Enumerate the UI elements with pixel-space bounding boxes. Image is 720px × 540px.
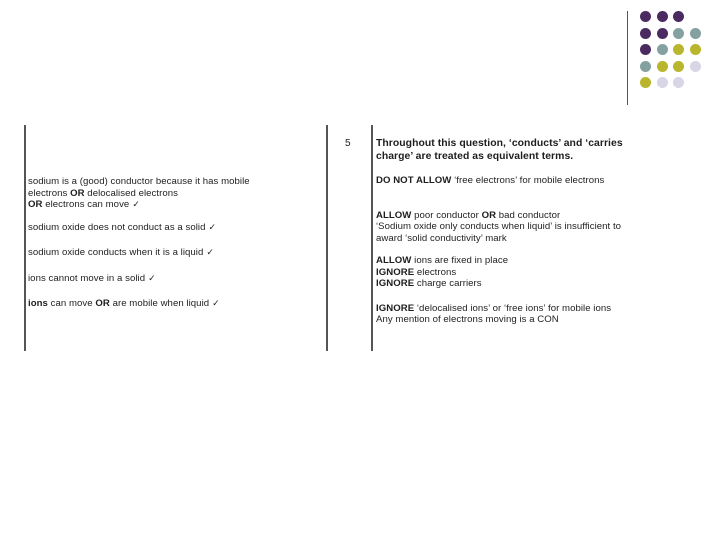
header-divider-line <box>627 11 628 105</box>
guidance-line: ALLOW ions are fixed in place <box>376 255 509 266</box>
decorative-dot <box>673 44 684 55</box>
guidance-line: ‘Sodium oxide only conducts when liquid’ is insufficient to <box>376 221 622 232</box>
guidance-line: ALLOW poor conductor OR bad conductor <box>376 209 561 221</box>
guidance-line: IGNORE charge carriers <box>376 278 482 289</box>
table-left-border <box>24 125 26 351</box>
decorative-dot <box>657 11 668 22</box>
answer-column <box>28 176 250 310</box>
tick-mark: ✓ <box>212 298 220 308</box>
decorative-dot <box>640 11 651 22</box>
answer-line: sodium oxide does not conduct as a solid ✓ <box>28 221 217 233</box>
answer-line: OR electrons can move ✓ <box>28 199 140 210</box>
tick-mark: ✓ <box>132 199 140 209</box>
decorative-dot <box>640 44 651 55</box>
guidance-intro: Throughout this question, ‘conducts’ and ‘carries <box>376 138 623 149</box>
guidance-line: DO NOT ALLOW ‘free electrons’ for mobile electrons <box>376 175 605 186</box>
decorative-dot <box>657 77 668 88</box>
guidance-line: IGNORE electrons <box>376 266 457 278</box>
answer-line: sodium is a (good) conductor because it has mobile <box>28 176 250 187</box>
tick-mark: ✓ <box>208 221 217 232</box>
guidance-intro: charge’ are treated as equivalent terms. <box>376 150 574 162</box>
decorative-dot <box>657 28 668 39</box>
decorative-dot <box>657 44 668 55</box>
decorative-dot <box>673 11 684 22</box>
table-middle-border <box>326 125 328 351</box>
answer-line: ions can move OR are mobile when liquid ✓ <box>28 298 220 309</box>
guidance-line: Any mention of electrons moving is a CON <box>376 314 559 325</box>
decorative-dot <box>640 77 651 88</box>
tick-mark: ✓ <box>148 272 156 283</box>
decorative-dot <box>690 28 701 39</box>
decorative-dot <box>673 61 684 72</box>
decorative-dot <box>657 61 668 72</box>
decorative-dot <box>640 61 651 72</box>
decorative-dot-grid <box>640 11 720 106</box>
guidance-line: IGNORE ‘delocalised ions’ or ‘free ions’ for mobile ions <box>376 302 612 314</box>
decorative-dot <box>690 61 701 72</box>
decorative-dot <box>640 28 651 39</box>
answer-line: sodium oxide conducts when it is a liquid ✓ <box>28 247 214 258</box>
guidance-line: award ‘solid conductivity’ mark <box>376 232 507 244</box>
answer-line: ions cannot move in a solid ✓ <box>28 272 156 284</box>
tick-mark: ✓ <box>206 247 214 257</box>
decorative-dot <box>673 28 684 39</box>
question-number: 5 <box>345 138 351 149</box>
decorative-dot <box>690 44 701 55</box>
answer-line: electrons OR delocalised electrons <box>28 187 178 199</box>
guidance-column <box>376 138 623 326</box>
decorative-dot <box>673 77 684 88</box>
table-inner-border <box>371 125 373 351</box>
